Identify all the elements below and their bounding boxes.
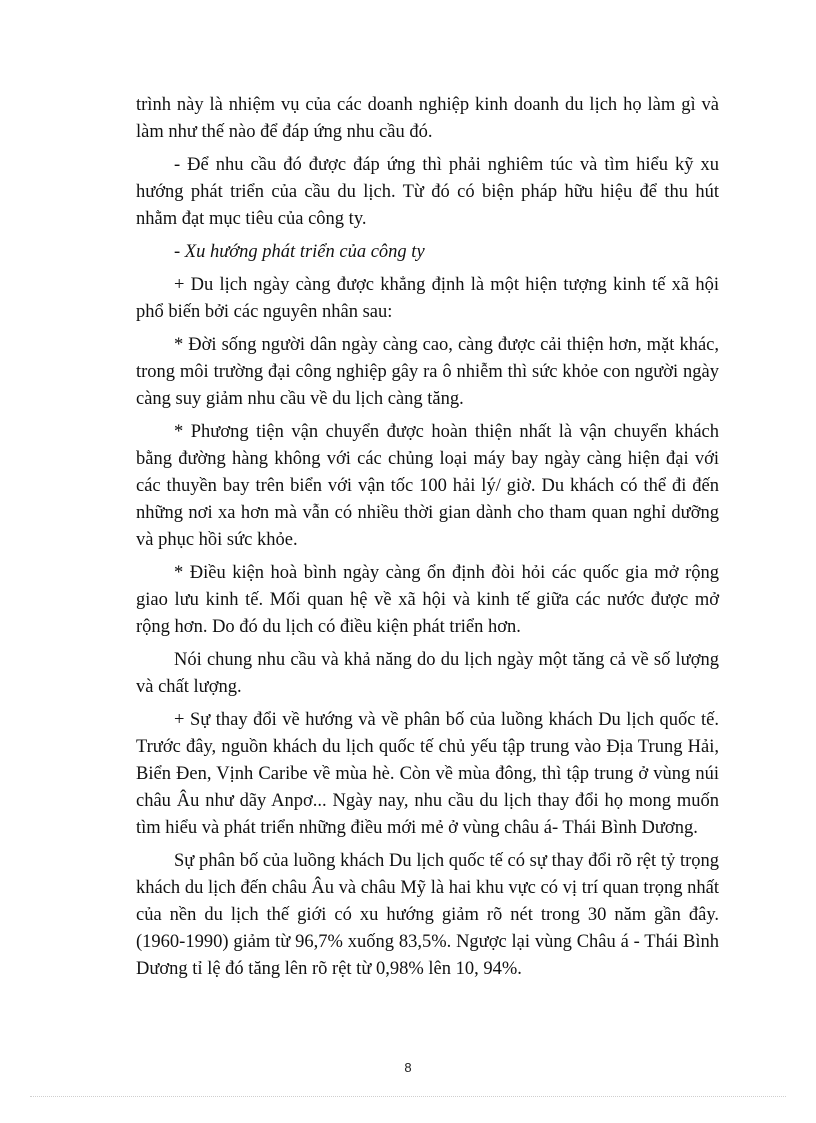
section-heading: - Xu hướng phát triển của công ty [174,242,425,262]
paragraph: trình này là nhiệm vụ của các doanh nghiệp kinh doanh du lịch họ làm gì và làm như thế nào để đáp ứng nhu cầu đó. [136,95,719,142]
paragraph: + Sự thay đổi về hướng và về phân bố của luồng khách Du lịch quốc tế. Trước đây, nguồn khách du lịch quốc tế chủ yếu tập trung vào Địa Trung Hải, Biển Đen, Vịnh Caribe về mùa hè. Còn về mùa đông, thì tập trung ở vùng núi châu Âu như dãy Anpơ... Ngày nay, nhu cầu du lịch thay đổi họ mong muốn tìm hiểu và phát triển những điều mới mẻ ở vùng châu á- Thái Bình Dương. [136,710,719,838]
paragraph: Nói chung nhu cầu và khả năng do du lịch ngày một tăng cả về số lượng và chất lượng. [136,650,719,697]
paragraph: - Để nhu cầu đó được đáp ứng thì phải nghiêm túc và tìm hiểu kỹ xu hướng phát triển của cầu du lịch. Từ đó có biện pháp hữu hiệu để thu hút nhằm đạt mục tiêu của công ty. [136,155,719,229]
paragraph: + Du lịch ngày càng được khẳng định là một hiện tượng kinh tế xã hội phổ biến bởi các nguyên nhân sau: [136,275,719,322]
paragraph: * Điều kiện hoà bình ngày càng ổn định đòi hỏi các quốc gia mở rộng giao lưu kinh tế. Mối quan hệ về xã hội và kinh tế giữa các nước được mở rộng hơn. Do đó du lịch có điều kiện phát triển hơn. [136,563,719,637]
document-body [136,92,719,989]
page-number: 8 [404,1060,412,1075]
paragraph: Sự phân bố của luồng khách Du lịch quốc tế có sự thay đổi rõ rệt tỷ trọng khách du lịch đến châu Âu và châu Mỹ là hai khu vực có vị trí quan trọng nhất của nền du lịch thế giới có xu hướng giảm rõ nét trong 30 năm gần đây. (1960-1990) giảm từ 96,7% xuống 83,5%. Ngược lại vùng Châu á - Thái Bình Dương tỉ lệ đó tăng lên rõ rệt từ 0,98% lên 10, 94%. [136,851,719,979]
footer-divider [30,1096,786,1097]
paragraph: * Đời sống người dân ngày càng cao, càng được cải thiện hơn, mặt khác, trong môi trường đại công nghiệp gây ra ô nhiễm thì sức khỏe con người ngày càng suy giảm nhu cầu về du lịch càng tăng. [136,335,719,409]
paragraph: * Phương tiện vận chuyển được hoàn thiện nhất là vận chuyển khách bằng đường hàng không với các chủng loại máy bay ngày càng hiện đại với các thuyền bay trên biển với vận tốc 100 hải lý/ giờ. Du khách có thể đi đến những nơi xa hơn mà vẫn có nhiều thời gian dành cho tham quan nghỉ dưỡng và phục hồi sức khỏe. [136,422,719,550]
